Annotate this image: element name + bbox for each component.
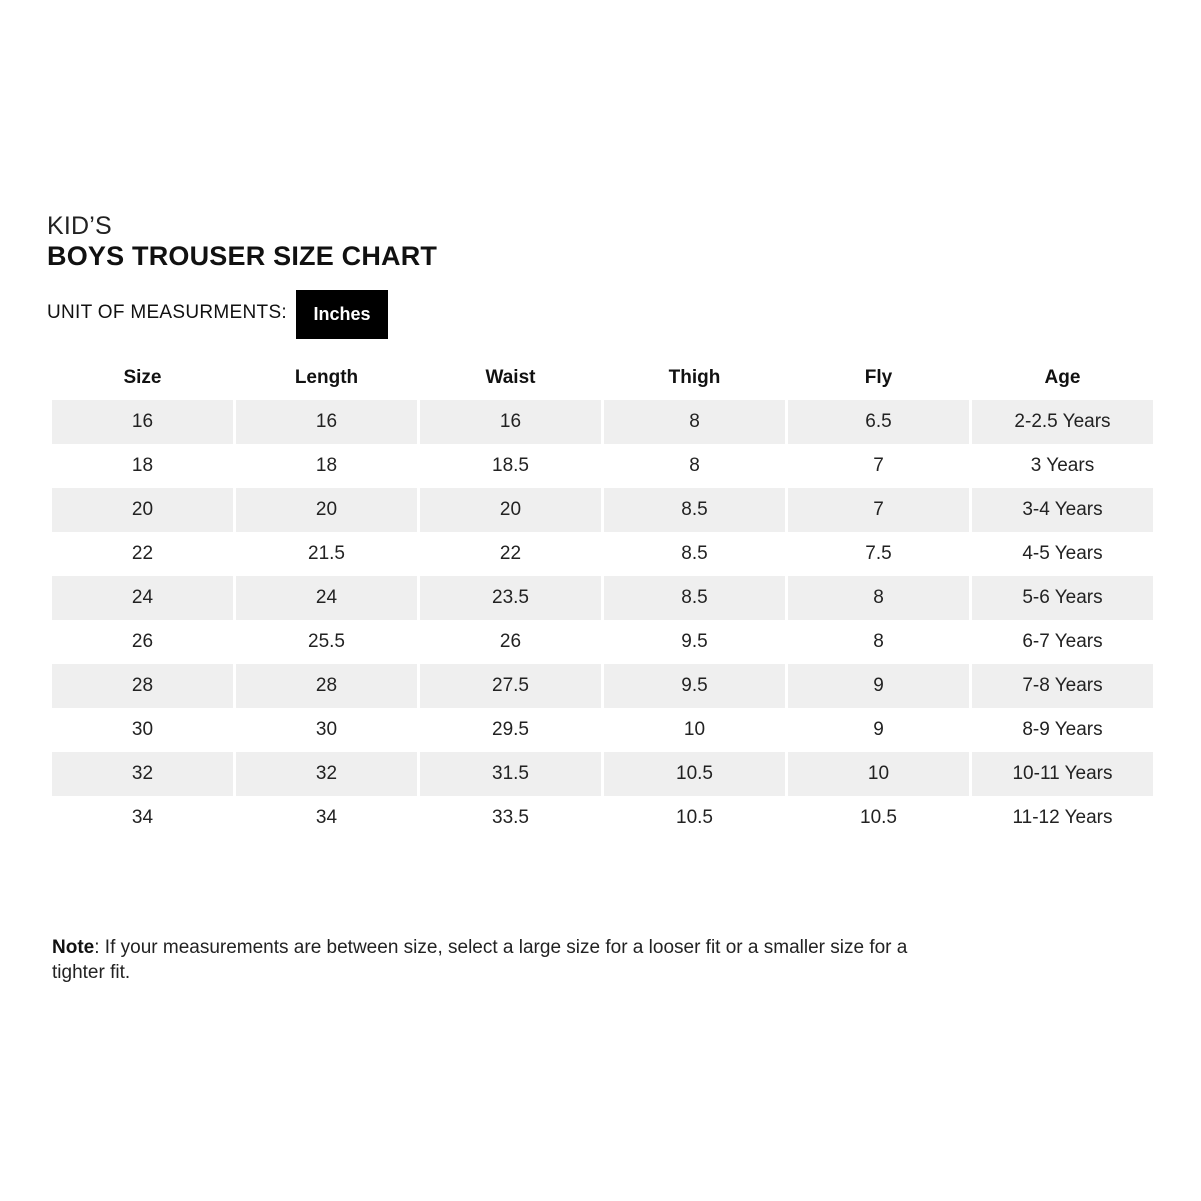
column-header-size: Size [123, 367, 162, 388]
cell-length: 16 [236, 400, 417, 444]
cell-fly: 10.5 [788, 796, 969, 840]
cell-thigh: 8.5 [604, 576, 785, 620]
size-table-body [52, 400, 1153, 840]
note-text: : If your measurements are between size, select a large size for a looser fit or a smaller size for a tighter fit. [52, 937, 908, 983]
column-header-thigh: Thigh [668, 367, 721, 388]
cell-thigh: 10.5 [604, 752, 785, 796]
fit-note [52, 935, 952, 985]
cell-fly: 7.5 [788, 532, 969, 576]
cell-waist: 29.5 [420, 708, 601, 752]
table-row [52, 532, 1153, 576]
cell-waist: 27.5 [420, 664, 601, 708]
cell-size: 16 [52, 400, 233, 444]
header-row [52, 356, 1153, 400]
cell-size: 20 [52, 488, 233, 532]
size-table [49, 356, 1156, 840]
table-row [52, 400, 1153, 444]
cell-thigh: 9.5 [604, 620, 785, 664]
column-header-waist: Waist [485, 367, 536, 388]
cell-size: 30 [52, 708, 233, 752]
column-header-fly: Fly [864, 367, 893, 388]
cell-thigh: 9.5 [604, 664, 785, 708]
table-row [52, 620, 1153, 664]
size-table-header [52, 356, 1153, 400]
cell-age: 6-7 Years [972, 620, 1153, 664]
cell-fly: 10 [788, 752, 969, 796]
cell-thigh: 8.5 [604, 532, 785, 576]
cell-waist: 18.5 [420, 444, 601, 488]
cell-size: 22 [52, 532, 233, 576]
table-row [52, 796, 1153, 840]
cell-fly: 7 [788, 488, 969, 532]
cell-age: 4-5 Years [972, 532, 1153, 576]
chart-kicker: KID’S [47, 212, 112, 240]
table-row [52, 708, 1153, 752]
cell-length: 20 [236, 488, 417, 532]
cell-size: 18 [52, 444, 233, 488]
cell-fly: 9 [788, 708, 969, 752]
table-row [52, 576, 1153, 620]
table-row [52, 444, 1153, 488]
cell-waist: 33.5 [420, 796, 601, 840]
cell-length: 18 [236, 444, 417, 488]
cell-age: 3-4 Years [972, 488, 1153, 532]
cell-size: 28 [52, 664, 233, 708]
cell-length: 25.5 [236, 620, 417, 664]
cell-length: 24 [236, 576, 417, 620]
cell-age: 11-12 Years [972, 796, 1153, 840]
column-header-length: Length [294, 367, 359, 388]
unit-toggle-inches[interactable]: Inches [296, 290, 388, 339]
cell-age: 7-8 Years [972, 664, 1153, 708]
cell-waist: 16 [420, 400, 601, 444]
cell-waist: 26 [420, 620, 601, 664]
cell-size: 32 [52, 752, 233, 796]
cell-waist: 23.5 [420, 576, 601, 620]
cell-size: 24 [52, 576, 233, 620]
cell-length: 30 [236, 708, 417, 752]
cell-age: 10-11 Years [972, 752, 1153, 796]
table-row [52, 488, 1153, 532]
cell-length: 21.5 [236, 532, 417, 576]
chart-title: BOYS TROUSER SIZE CHART [47, 241, 438, 271]
cell-fly: 7 [788, 444, 969, 488]
note-label: Note [52, 937, 95, 958]
cell-length: 28 [236, 664, 417, 708]
cell-thigh: 8.5 [604, 488, 785, 532]
unit-label: UNIT OF MEASURMENTS: [47, 302, 287, 323]
cell-thigh: 8 [604, 444, 785, 488]
cell-waist: 31.5 [420, 752, 601, 796]
cell-size: 34 [52, 796, 233, 840]
cell-fly: 9 [788, 664, 969, 708]
table-row [52, 752, 1153, 796]
cell-age: 2-2.5 Years [972, 400, 1153, 444]
cell-thigh: 10.5 [604, 796, 785, 840]
cell-length: 34 [236, 796, 417, 840]
cell-waist: 22 [420, 532, 601, 576]
cell-thigh: 10 [604, 708, 785, 752]
cell-age: 3 Years [972, 444, 1153, 488]
cell-age: 8-9 Years [972, 708, 1153, 752]
cell-size: 26 [52, 620, 233, 664]
cell-fly: 8 [788, 576, 969, 620]
cell-length: 32 [236, 752, 417, 796]
cell-waist: 20 [420, 488, 601, 532]
cell-age: 5-6 Years [972, 576, 1153, 620]
cell-fly: 8 [788, 620, 969, 664]
cell-fly: 6.5 [788, 400, 969, 444]
table-row [52, 664, 1153, 708]
column-header-age: Age [1044, 367, 1081, 388]
cell-thigh: 8 [604, 400, 785, 444]
